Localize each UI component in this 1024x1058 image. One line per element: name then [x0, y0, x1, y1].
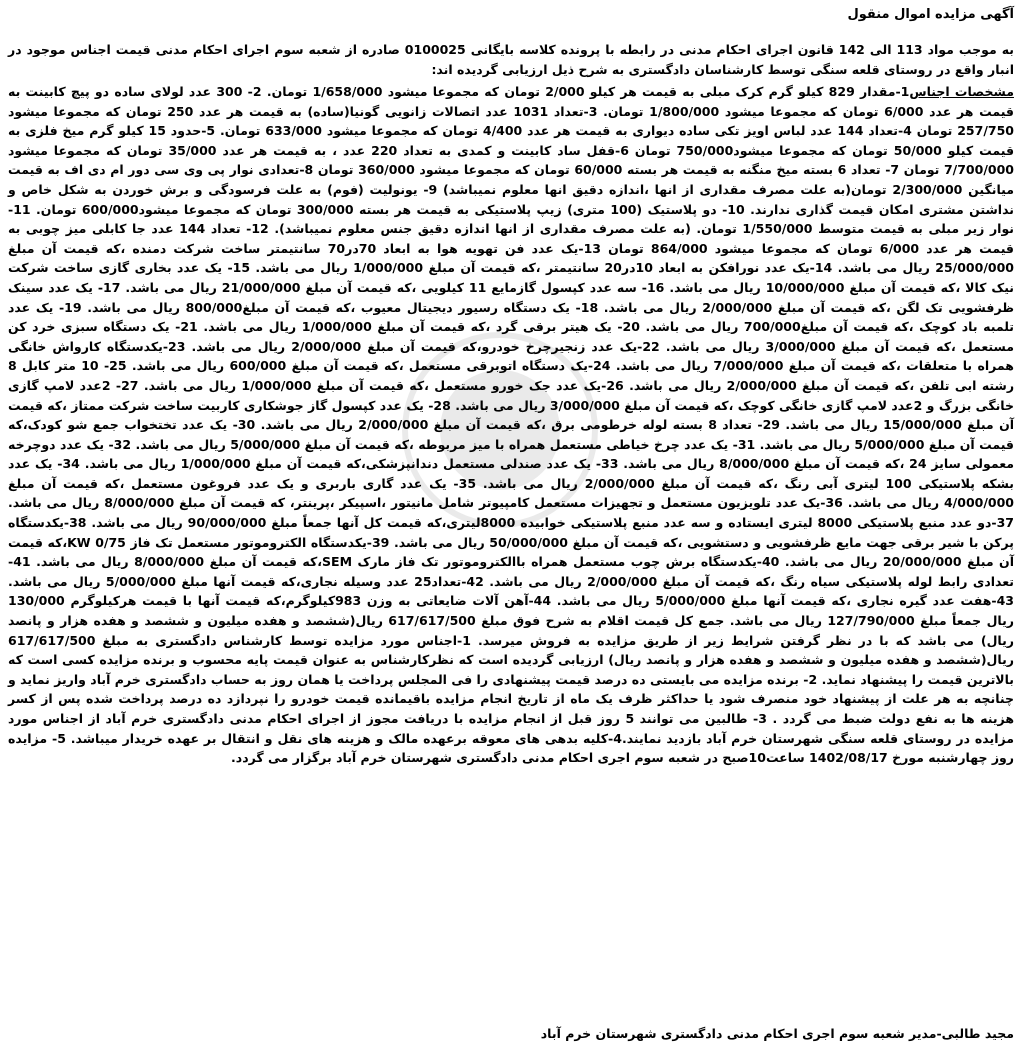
signature-line: مجید طالبی-مدیر شعبه سوم اجری احکام مدنی دادگستری شهرستان خرم آباد — [540, 1026, 1014, 1041]
page-title: آگهی مزایده اموال منقول — [847, 7, 1014, 22]
spec-label: مشخصات اجناس — [909, 84, 1014, 99]
intro-paragraph: به موجب مواد 113 الی 142 قانون اجرای احکام مدنی در رابطه با پرونده کلاسه بایگانی 0100025 صادره از شعبه سوم اجرای احکام مدنی قیمت اجناس موجود در انبار واقع در روستای قلعه سنگی توسط کارشناسان دادگستری به شرح ذیل ارزیابی گردیده اند: — [8, 42, 1014, 77]
items-text: 1-مقدار 829 کیلو گرم کرک مبلی به قیمت هر کیلو 2/000 تومان که مجموعا میشود 1/658/000 تومان. 2- 300 عدد لولای ساده دو پیچ کابینت به قیمت هر عدد 6/000 تومان که مجموعا میشود 1/800/000 تومان. 3-تعداد 1031 عدد اتصالات زانویی گونیا(ساده) به قیمت هر عدد 250 تومان که مجموعا میشود 257/750 تومان 4-تعداد 144 عدد لباس اویز تکی ساده دیواری به قیمت هر عدد 4/400 تومان که مجموعا میشود 633/000 تومان. 5-حدود 15 کیلو گرم میخ فلزی به قیمت کیلو 50/000 تومان که مجموعا میشود750/000 تومان 6-قفل ساد کابینت و کمدی به تعداد 220 عدد ، به قیمت هر عدد 35/000 تومان که مجموعا میشود 7/700/000 تومان 7- تعداد 6 بسته میخ منگنه به قیمت هر بسته 60/000 تومان که مجموعا میشود 360/000 تومان 8-تعدادی نوار پی وی سی دور ام دی اف به قیمت میانگین 2/300/000 تومان(به علت مصرف مقداری از انها ،اندازه دقیق انها معلوم نمیباشد) 9- یونولیت (فوم) به علت فرسودگی و برش خوردن به شکل خاص و نداشتن مشتری امکان قیمت گذاری ندارند. 10- دو پلاستیک (100 متری) زیپ پلاستیکی به قیمت هر بسته 300/000 تومان که مجموعا میشود600/000 تومان. 11- نوار زیر مبلی به قیمت متوسط 1/550/000 تومان. (به علت مصرف مقداری از انها اندازه دقیق جنس معلوم نمیباشد). 12- تعداد 144 عدد جا کابلی میز چوبی به قیمت هر عدد 6/000 تومان که مجموعا میشود 864/000 تومان 13-یک عدد فن تهویه هوا به ابعاد 70در70 سانتیمتر ساخت شرکت دمنده ،که قیمت آن مبلغ 25/000/000 ریال می باشد. 14-یک عدد نورافکن به ابعاد 10در20 سانتیمتر ،که قیمت آن مبلغ 1/000/000 ریال می باشد. 15- یک عدد بخاری گازی ساخت شرکت نیک کالا ،که قیمت آن مبلغ 10/000/000 ریال می باشد. 16- سه عدد کپسول گازمایع 11 کیلویی ،که قیمت آن مبلغ 21/000/000 ریال می باشد. 17- یک عدد سینک ظرفشویی تک لگن ،که قیمت آن مبلغ 2/000/000 ریال می باشد. 18- یک دستگاه رسیور دیجیتال معیوب ،که قیمت آن مبلغ800/000 ریال می باشد. 19- یک عدد تلمبه باد کوچک ،که قیمت آن مبلغ700/000 ریال می باشد. 20- یک هیتر برقی گرد ،که قیمت آن مبلغ 1/000/000 ریال می باشد. 21- یک دستگاه سبزی خرد کن مستعمل ،که قیمت آن مبلغ 3/000/000 ریال می باشد. 22-یک عدد زنجیرچرخ خودرو،که قیمت آن مبلغ 2/000/000 ریال می باشد. 23-یکدستگاه کارواش خانگی همراه با متعلقات ،که قیمت آن مبلغ 7/000/000 ریال می باشد. 24-یک دستگاه اتوبرقی مستعمل ،که قیمت آن مبلغ 600/000 ریال می باشد. 25- 10 متر کابل 8 رشته ابی تلفن ،که قیمت آن مبلغ 2/000/000 ریال می باشد. 26-یک عدد جک خورو مستعمل ،که قیمت آن مبلغ 1/000/000 ریال می باشد. 27- 2عدد لامپ گازی خانگی بزرگ و 2عدد لامپ گازی خانگی کوچک ،که قیمت آن مبلغ 3/000/000 ریال می باشد. 28- یک عدد کپسول گاز جوشکاری کاربیت ساخت شرکت ممتاز ،که قیمت آن مبلغ 15/000/000 ریال می باشد. 29- تعداد 8 بسته لوله خرطومی برق ،که قیمت آن مبلغ 2/000/000 ریال می باشد. 30- یک عدد تختخواب جمع شو کودک،که قیمت آن مبلغ 5/000/000 ریال می باشد. 31- یک عدد چرخ خیاطی مستعمل همراه با میز مربوطه ،که قیمت آن مبلغ 5/000/000 ریال می باشد. 32- یک عدد دوچرخه معمولی سایز 24 ،که قیمت آن مبلغ 8/000/000 ریال می باشد. 33- یک عدد صندلی مستعمل دندانپزشکی،که قیمت آن مبلغ 1/000/000 ریال می باشد. 34- یک عدد بشکه پلاستیکی 100 لیتری آبی رنگ ،که قیمت آن مبلغ 2/000/000 ریال می باشد. 35- یک عدد گاری باربری و یک عدد فروغون مستعمل ،که قیمت آن مبلغ 4/000/000 ریال می باشد. 36-یک عدد تلویزیون مستعمل و تجهیزات مستعمل کامپیوتر شامل مانیتور ،اسپیکر ،پرینتر، که قیمت آن مبلغ 8/000/000 ریال می باشد. 37-دو عدد منبع پلاستیکی 8000 لیتری ایستاده و سه عدد منبع پلاستیکی خوابیده 8000لیتری،که قیمت کل آنها جمعاً مبلغ 90/000/000 ریال می باشد. 38-یکدستگاه پرکن با شیر برقی جهت مایع ظرفشویی و دستشویی ،که قیمت آن مبلغ 50/000/000 ریال می باشد. 39-یکدستگاه الکتروموتور مستعمل تک فاز 0/75 KW،که قیمت آن مبلغ 20/000/000 ریال می باشد. 40-یکدستگاه برش چوب مستعمل همراه باالکتروموتور تک فاز مارک SEM،که قیمت آن مبلغ 8/000/000 ریال می باشد. 41- تعدادی رابط لوله پلاستیکی سیاه رنگ ،که قیمت آن مبلغ 2/000/000 ریال می باشد. 42-تعداد25 عدد وسیله نجاری،که قیمت آنها مبلغ 5/000/000 ریال می باشد. 43-هفت عدد گیره نجاری ،که قیمت آنها مبلغ 5/000/000 ریال می باشد. 44-آهن آلات ضایعاتی به وزن 983کیلوگرم،که قیمت آنها با قیمت هرکیلوگرم 130/000 ریال جمعاً مبلغ 127/790/000 ریال می باشد. جمع کل قیمت اقلام به شرح فوق مبلغ 617/617/500 ریال(ششصد و هفده میلیون و ششصد و هفده هزار و پانصد ریال) می باشد که با در نظر گرفتن شرایط زیر از طریق مزایده به فروش میرسد. 1-اجناس مورد مزایده توسط کارشناس دادگستری به مبلغ 617/617/500 ریال(ششصد و هفده میلیون و ششصد و هفده هزار و پانصد ریال) ارزیابی گردیده است که نظرکارشناس به عنوان قیمت پایه محسوب و برنده مزایده کسی است که بالاترین قیمت را پیشنهاد نماید. 2- برنده مزایده می بایستی ده درصد قیمت پیشنهادی را فی المجلس پرداخت یا همان روز به حساب دادگستری خرم آباد واریز نماید و چنانچه به هر علت از پیشنهاد خود منصرف شود یا حداکثر ظرف یک ماه از تاریخ انجام مزایده باقیمانده قیمت خودرو را نپردازد ده درصد پرداخت شده پس از کسر هزینه ها به نفع دولت ضبط می گردد . 3- طالبین می توانند 5 روز قبل از انجام مزایده با دریافت مجوز از اجرای احکام مدنی دادگستری خرم آباد از اجناس مورد مزایده در روستای قلعه سنگی شهرستان خرم آباد بازدید نمایند.4-کلیه بدهی های معوقه برعهده مالک و هزینه های نقل و انتقال بر عهده خریدار میباشد. 5- مزایده روز چهارشنبه مورخ 1402/08/17 ساعت10صبح در شعبه سوم اجری احکام مدنی دادگستری شهرستان خرم آباد برگزار می گردد. — [8, 84, 1015, 766]
items-paragraph — [8, 82, 1014, 768]
